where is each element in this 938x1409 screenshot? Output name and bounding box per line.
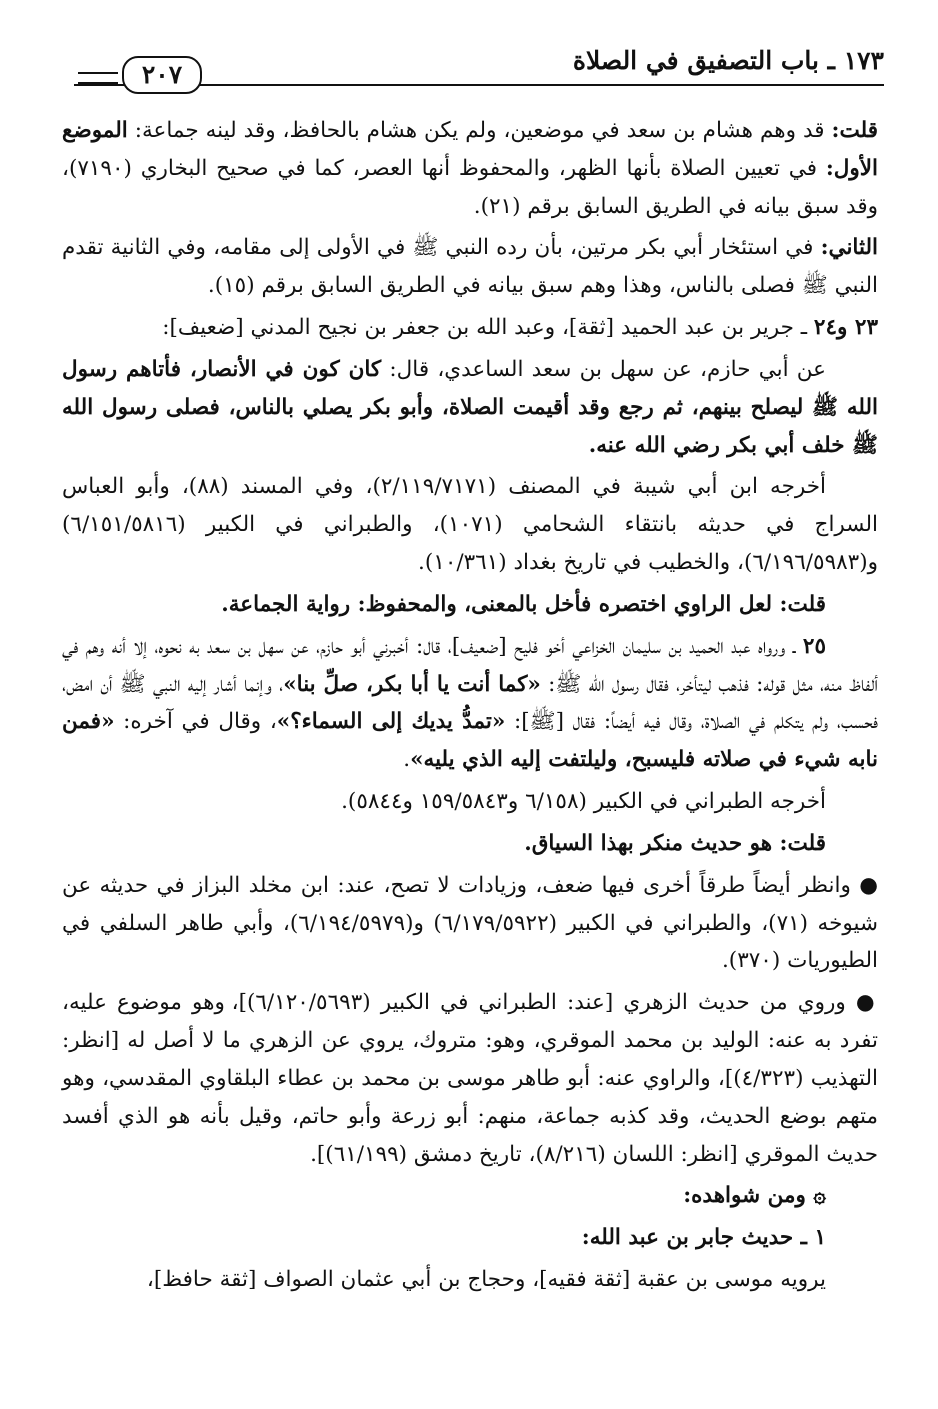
note-label: قلت: <box>831 118 878 143</box>
paragraph-text: ● وروي من حديث الزهري [عند: الطبراني في الكبير (٦/١٢٠/٥٦٩٣)]، وهو موضوع عليه، تفرد به عنه: الوليد بن محمد الموقري، وهو: متروك، يروي عن الزهري ما لا أصل له [انظر: التهذيب (٤/٣٢٣)]، والراوي عنه: أبو طاهر موسى بن محمد بن عطاء البلقاوي المقدسي، وهو متهم بوضع الحديث، وقد كذبه جماعة، منهم: أبو زرعة وأبو حاتم، وقيل بأنه هو الذي أفسد حديث الموقري [انظر: اللسان (٨/٢١٦)، تاريخ دمشق (٦١/١٩٩)]. <box>62 990 878 1167</box>
paragraph-text: ، وإنما أشار إليه النبي ﷺ أن امض، فحسب، ولم يتكلم في الصلاة، وقال فيه أيضاً: فقال [ﷺ]: <box>62 671 878 735</box>
paragraph-text: قد وهم هشام بن سعد في موضعين، ولم يكن هشام بالحافظ، وقد لينه جماعة: <box>127 118 832 143</box>
hadith-text: كان كون في الأنصار، فأتاهم رسول الله ﷺ ليصلح بينهم، ثم رجع وقد أقيمت الصلاة، وأبو بكر يصلي بالناس، فصلى رسول الله ﷺ خلف أبي بكر رضي الله عنه. <box>62 356 878 458</box>
paragraph-2 <box>62 229 878 305</box>
paragraph-text: ● وانظر أيضاً طرقاً أخرى فيها ضعف، وزيادات لا تصح، عند: ابن مخلد البزاز في حديثه عن شيوخه (٧١)، والطبراني في الكبير (٦/١٧٩/٥٩٢٢) و(٦/١٩٤/٥٩٧٩)، وأبي طاهر السلفي في الطيوريات (٣٧٠). <box>62 872 878 974</box>
note-text: قلت: هو حديث منكر بهذا السياق. <box>524 830 826 856</box>
page-body <box>62 112 878 1303</box>
paragraph-14 <box>62 1261 878 1299</box>
hadith-quote: «فمن نابه شيء في صلاته فليسبح، وليلتفت إليه الذي يليه» <box>62 709 878 773</box>
paragraph-10 <box>62 867 878 980</box>
paragraph-text: أخرجه الطبراني في الكبير (٦/١٥٨ و١٥٩/٥٨٤٣ و٥٨٤٤). <box>341 789 826 815</box>
paragraph-3 <box>62 309 878 347</box>
subsection-heading: ١ ـ حديث جابر بن عبد الله: <box>581 1225 826 1251</box>
paragraph-7 <box>62 628 878 779</box>
header-double-rule <box>78 72 118 84</box>
section-heading: ۞ ومن شواهده: <box>683 1183 826 1209</box>
chapter-title: ١٧٣ ـ باب التصفيق في الصلاة <box>572 46 884 75</box>
paragraph-11 <box>62 984 878 1173</box>
page-number: ٢٠٧ <box>122 56 202 94</box>
paragraph-text: يرويه موسى بن عقبة [ثقة فقيه]، وحجاج بن أبي عثمان الصواف [ثقة حافظ]، <box>146 1267 826 1293</box>
narrator-number: ٢٥ <box>802 633 826 659</box>
paragraph-12 <box>62 1177 878 1215</box>
paragraph-text: ـ جرير بن عبد الحميد [ثقة]، وعبد الله بن جعفر بن نجيح المدني [ضعيف]: <box>162 315 814 341</box>
paragraph-text: عن أبي حازم، عن سهل بن سعد الساعدي، قال: <box>381 356 827 382</box>
paragraph-text: في استئخار أبي بكر مرتين، بأن رده النبي ﷺ في الأولى إلى مقامه، وفي الثانية تقدم النبي ﷺ فصلى بالناس، وهذا وهم سبق بيانه في الطريق السابق برقم (١٥). <box>62 235 878 299</box>
paragraph-1 <box>62 112 878 225</box>
paragraph-5 <box>62 468 878 581</box>
note-text: قلت: لعل الراوي اختصره فأخل بالمعنى، والمحفوظ: رواية الجماعة. <box>221 591 826 617</box>
paragraph-13 <box>62 1219 878 1257</box>
page-header <box>74 40 884 104</box>
paragraph-8 <box>62 783 878 821</box>
paragraph-text: ـ ورواه عبد الحميد بن سليمان الخزاعي أخو فليح [ضعيف]، قال: أخبرني أبو حازم، عن سهل بن سعد به نحوه، إلا أنه وهم في ألفاظ منه، مثل قوله: فذهب ليتأخر، فقال رسول الله ﷺ: <box>62 633 879 697</box>
paragraph-text: في تعيين الصلاة بأنها الظهر، والمحفوظ أنها العصر، كما في صحيح البخاري (٧١٩٠)، وقد سبق بيانه في الطريق السابق برقم (٢١). <box>62 155 878 219</box>
paragraph-text: . <box>403 747 411 773</box>
narrator-number: ٢٣ و٢٤ <box>813 315 878 341</box>
paragraph-text: ، وقال في آخره: <box>114 709 277 735</box>
first-point-label: الموضع الأول: <box>62 118 878 181</box>
paragraph-4 <box>62 351 878 464</box>
paragraph-6 <box>62 586 878 624</box>
paragraph-text: أخرجه ابن أبي شيبة في المصنف (٢/١١٩/٧١٧١)، وفي المسند (٨٨)، وأبو العباس السراج في حديثه بانتقاء الشحامي (١٠٧١)، والطبراني في الكبير (٦/١٥١/٥٨١٦) و(٦/١٩٦/٥٩٨٣)، والخطيب في تاريخ بغداد (١٠/٣٦١). <box>62 474 878 576</box>
second-point-label: الثاني: <box>820 235 878 261</box>
hadith-quote: «تمدُّ يديك إلى السماء؟» <box>276 709 506 735</box>
paragraph-9 <box>62 825 878 863</box>
hadith-quote: «كما أنت يا أبا بكر، صلِّ بنا» <box>283 671 541 697</box>
